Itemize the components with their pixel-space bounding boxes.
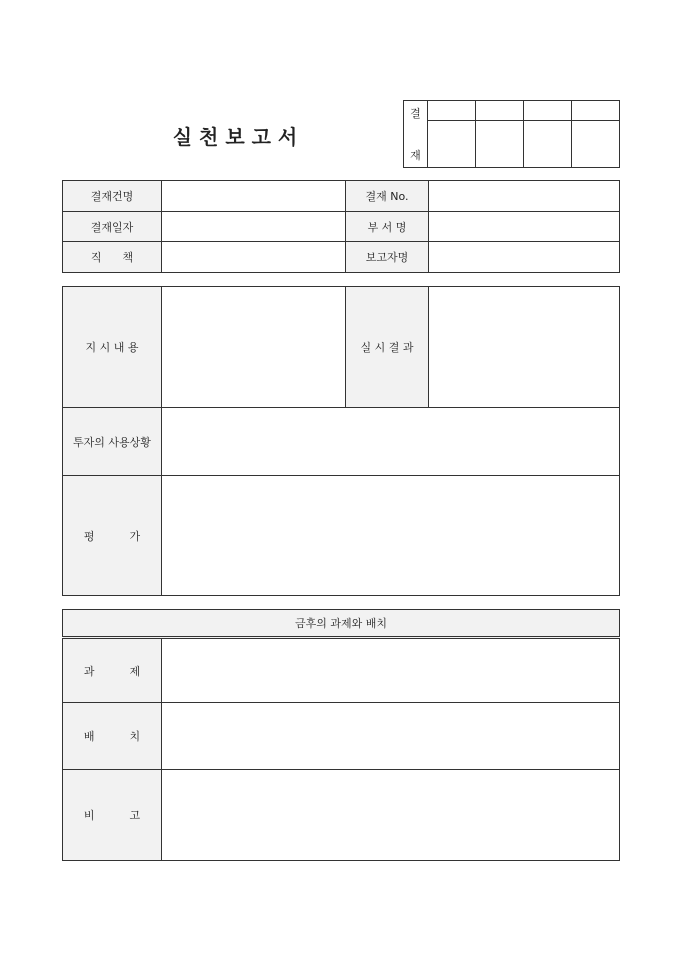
field-investment-usage[interactable] <box>162 408 620 476</box>
approval-title-cell-3[interactable] <box>524 101 572 121</box>
label-investment-usage: 투자의 사용상황 <box>63 408 162 476</box>
label-reporter: 보고자명 <box>346 242 429 273</box>
label-approval-date: 결재일자 <box>63 212 162 242</box>
label-remarks: 비 고 <box>63 770 162 861</box>
approval-sign-cell-4[interactable] <box>572 121 620 168</box>
label-approval-no: 결재 No. <box>346 181 429 212</box>
approval-box <box>403 100 620 168</box>
approval-label-bottom: 재 <box>410 149 421 162</box>
field-evaluation[interactable] <box>162 476 620 596</box>
label-placement: 배 치 <box>63 703 162 770</box>
approval-label-top: 결 <box>410 107 421 120</box>
field-approval-no[interactable] <box>429 181 620 212</box>
approval-title-cell-2[interactable] <box>476 101 524 121</box>
document-title: 실 천 보 고 서 <box>172 124 298 149</box>
field-position[interactable] <box>162 242 346 273</box>
future-header: 금후의 과제와 배치 <box>63 610 620 638</box>
label-evaluation: 평 가 <box>63 476 162 596</box>
field-remarks[interactable] <box>162 770 620 861</box>
approval-sign-cell-2[interactable] <box>476 121 524 168</box>
field-result[interactable] <box>429 287 620 408</box>
label-position: 직 책 <box>63 242 162 273</box>
field-task[interactable] <box>162 638 620 703</box>
field-placement[interactable] <box>162 703 620 770</box>
field-approval-subject[interactable] <box>162 181 346 212</box>
approval-title-cell-4[interactable] <box>572 101 620 121</box>
field-approval-date[interactable] <box>162 212 346 242</box>
info-table <box>62 180 620 273</box>
approval-label-cell <box>404 101 428 168</box>
label-task: 과 제 <box>63 638 162 703</box>
label-instruction: 지 시 내 용 <box>63 287 162 408</box>
approval-sign-cell-3[interactable] <box>524 121 572 168</box>
field-reporter[interactable] <box>429 242 620 273</box>
approval-title-cell-1[interactable] <box>428 101 476 121</box>
field-department[interactable] <box>429 212 620 242</box>
label-approval-subject: 결재건명 <box>63 181 162 212</box>
approval-sign-cell-1[interactable] <box>428 121 476 168</box>
label-department: 부 서 명 <box>346 212 429 242</box>
label-result: 실 시 결 과 <box>346 287 429 408</box>
main-table <box>62 286 620 596</box>
future-table <box>62 609 620 861</box>
field-instruction[interactable] <box>162 287 346 408</box>
